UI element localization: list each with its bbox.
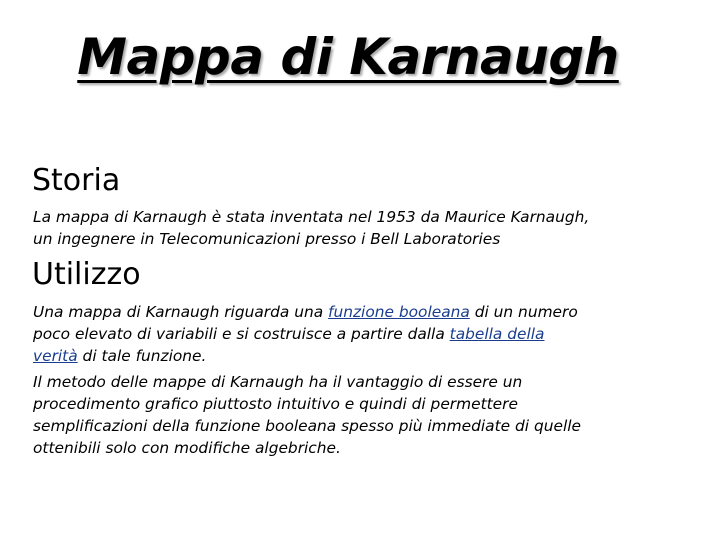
- utilizzo-text-1b: di un numero: [469, 303, 578, 321]
- funzione-booleana-link[interactable]: funzione booleana: [328, 303, 470, 321]
- utilizzo-line-3: [33, 345, 703, 367]
- storia-line-1: La mappa di Karnaugh è stata inventata nel 1953 da Maurice Karnaugh,: [33, 208, 590, 226]
- tabella-verita-link-part1[interactable]: tabella della: [449, 325, 545, 343]
- utilizzo-line-1: [33, 301, 703, 323]
- utilizzo-text-1a: Una mappa di Karnaugh riguarda una: [33, 303, 329, 321]
- metodo-line-3: semplificazioni della funzione booleana spesso più immediate di quelle: [33, 417, 581, 435]
- slide-title: Mappa di Karnaugh: [77, 28, 619, 86]
- utilizzo-text-2a: poco elevato di variabili e si costruisce a partire dalla: [33, 325, 450, 343]
- metodo-line-4: ottenibili solo con modifiche algebriche.: [33, 439, 341, 457]
- storia-paragraph: [33, 206, 703, 250]
- metodo-paragraph: [33, 371, 703, 459]
- metodo-line-2: procedimento grafico piuttosto intuitivo e quindi di permettere: [33, 395, 518, 413]
- utilizzo-text-3b: di tale funzione.: [77, 347, 207, 365]
- utilizzo-line-2: [33, 323, 703, 345]
- section-heading-utilizzo: Utilizzo: [32, 257, 141, 292]
- utilizzo-paragraph: [33, 301, 703, 367]
- metodo-line-1: Il metodo delle mappe di Karnaugh ha il vantaggio di essere un: [33, 373, 523, 391]
- tabella-verita-link-part2[interactable]: verità: [33, 347, 78, 365]
- section-heading-storia: Storia: [32, 163, 121, 198]
- storia-line-2: un ingegnere in Telecomunicazioni presso i Bell Laboratories: [33, 230, 501, 248]
